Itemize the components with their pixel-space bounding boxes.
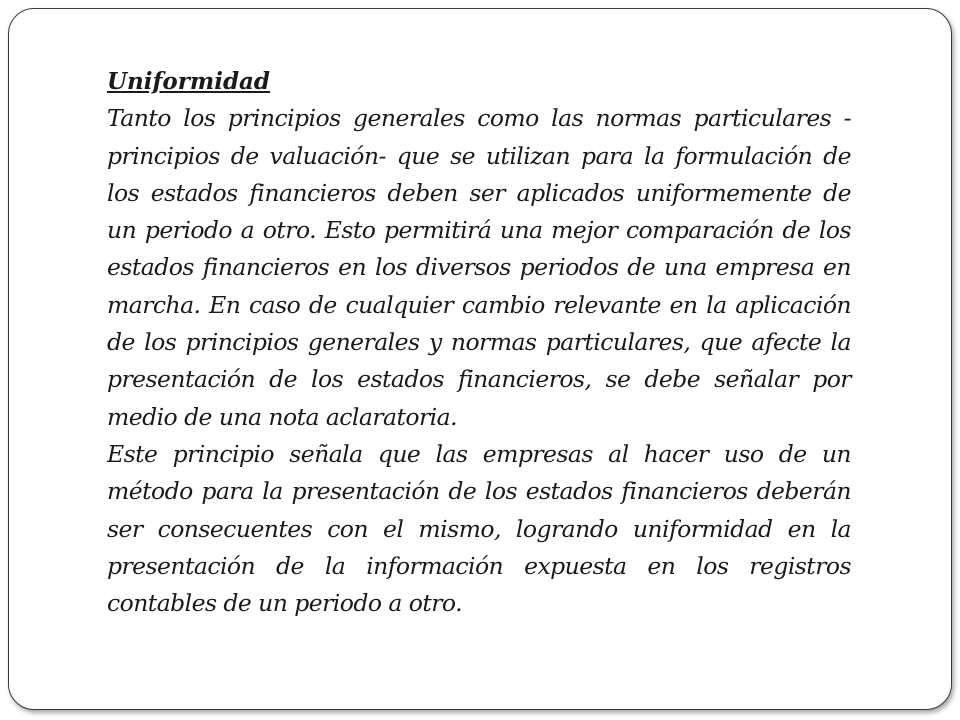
slide-heading: Uniformidad bbox=[107, 68, 271, 95]
paragraph-uniformity-definition: Tanto los principios generales como las normas particulares -principios de valuación- que se utilizan para la formulación de los estados financieros deben ser aplicados uniformemente de un periodo a otro. Esto permitirá una mejor comparación de los estados financieros en los diversos periodos de una empresa en marcha. En caso de cualquier cambio relevante en la aplicación de los principios generales y normas particulares, que afecte la presentación de los estados financieros, se debe señalar por medio de una nota aclaratoria. bbox=[107, 104, 851, 431]
slide-body bbox=[107, 63, 851, 622]
slide-frame bbox=[8, 8, 952, 710]
paragraph-uniformity-principle: Este principio señala que las empresas al hacer uso de un método para la presentación de los estados financieros deberán ser consecuentes con el mismo, logrando uniformidad en la presentación de la información expuesta en los registros contables de un periodo a otro. bbox=[107, 439, 851, 618]
